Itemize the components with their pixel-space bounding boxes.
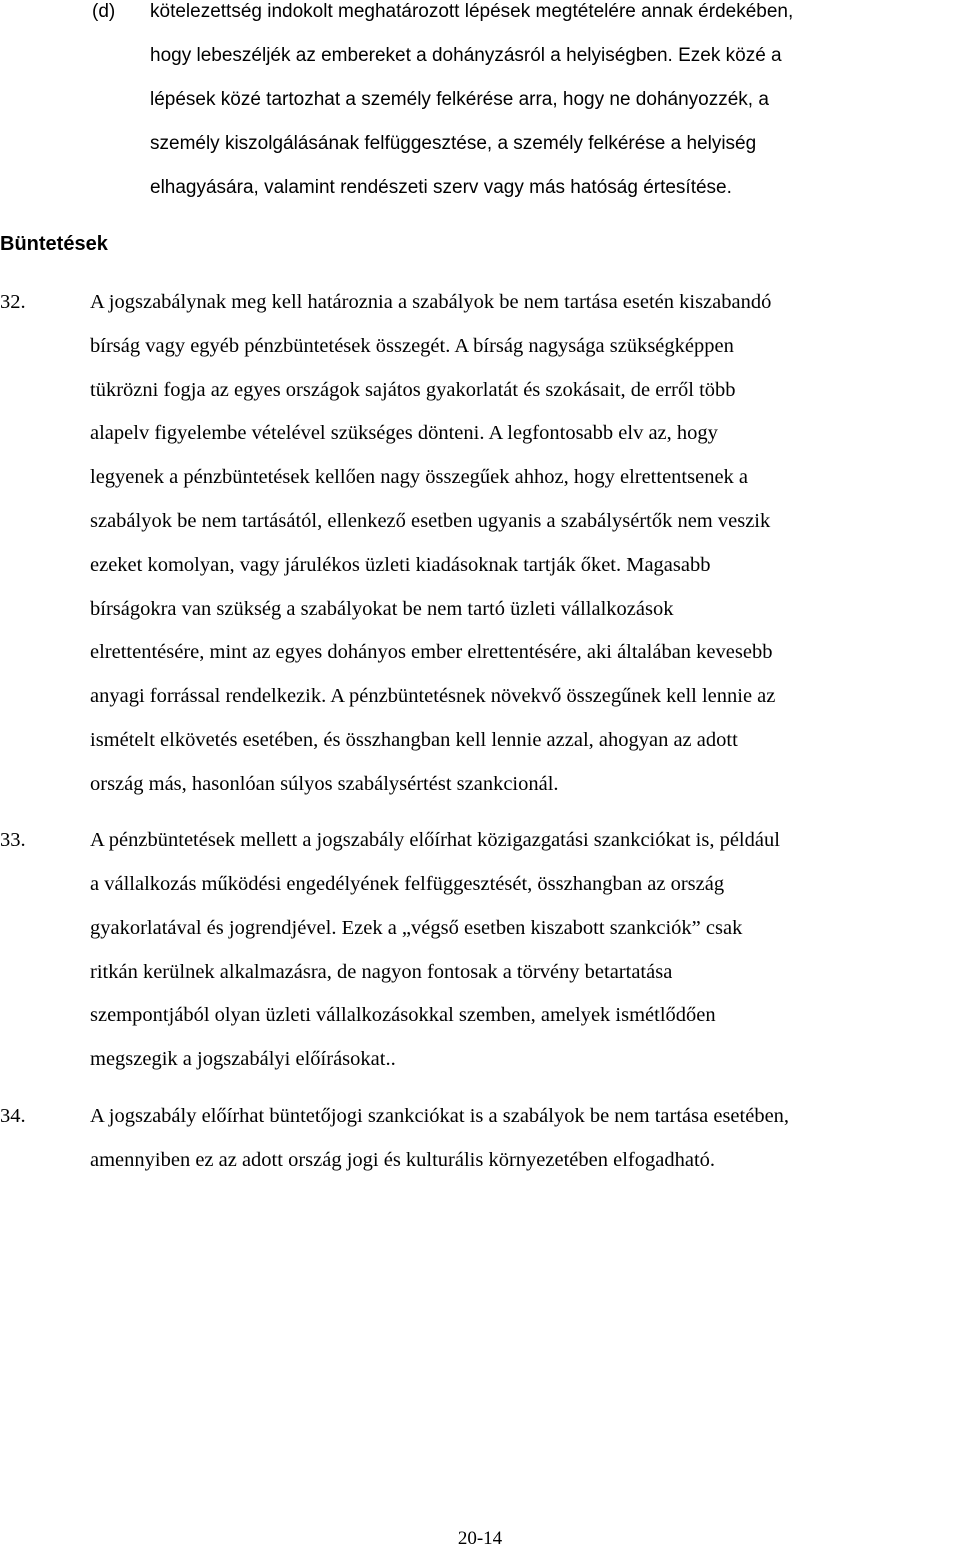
- para-32-line: ország más, hasonlóan súlyos szabálysértést szankcionál.: [90, 773, 559, 795]
- item-d-line: kötelezettség indokolt meghatározott lépések megtételére annak érdekében,: [150, 1, 794, 22]
- para-32-line: anyagi forrással rendelkezik. A pénzbüntetésnek növekvő összegűnek kell lennie az: [90, 685, 776, 707]
- para-33-line: gyakorlatával és jogrendjével. Ezek a „végső esetben kiszabott szankciók” csak: [90, 917, 743, 939]
- para-32-line: ezeket komolyan, vagy járulékos üzleti kiadásoknak tartják őket. Magasabb: [90, 554, 711, 576]
- para-32-number: 32.: [0, 291, 26, 313]
- para-32-line: elrettentésére, mint az egyes dohányos ember elrettentésére, aki általában kevesebb: [90, 641, 773, 663]
- para-32-line: A jogszabálynak meg kell határoznia a szabályok be nem tartása esetén kiszabandó: [90, 291, 772, 313]
- para-32-line: bírság vagy egyéb pénzbüntetések összegét. A bírság nagysága szükségképpen: [90, 335, 734, 357]
- item-d-marker: (d): [92, 1, 116, 22]
- para-33-line: A pénzbüntetések mellett a jogszabály előírhat közigazgatási szankciókat is, például: [90, 829, 780, 851]
- para-32-line: legyenek a pénzbüntetések kellően nagy összegűek ahhoz, hogy elrettentsenek a: [90, 466, 749, 488]
- para-34-number: 34.: [0, 1105, 26, 1127]
- item-d-line: lépések közé tartozhat a személy felkérése arra, hogy ne dohányozzék, a: [150, 89, 769, 110]
- para-32-line: bírságokra van szükség a szabályokat be nem tartó üzleti vállalkozások: [90, 598, 674, 620]
- para-33-line: a vállalkozás működési engedélyének felfüggesztését, összhangban az ország: [90, 873, 725, 895]
- para-33-line: ritkán kerülnek alkalmazásra, de nagyon fontosak a törvény betartatása: [90, 961, 673, 983]
- section-heading: Büntetések: [0, 233, 108, 255]
- para-32-line: alapelv figyelembe vételével szükséges dönteni. A legfontosabb elv az, hogy: [90, 422, 718, 444]
- item-d-line: személy kiszolgálásának felfüggesztése, a személy felkérése a helyiség: [150, 133, 757, 154]
- para-34-line: A jogszabály előírhat büntetőjogi szankciókat is a szabályok be nem tartása esetében,: [90, 1105, 790, 1127]
- page-number: 20-14: [457, 1528, 503, 1549]
- para-32-line: ismételt elkövetés esetében, és összhangban kell lennie azzal, ahogyan az adott: [90, 729, 738, 751]
- para-33-line: szempontjából olyan üzleti vállalkozásokkal szemben, amelyek ismétlődően: [90, 1004, 716, 1026]
- para-32-line: tükrözni fogja az egyes országok sajátos gyakorlatát és szokásait, de erről több: [90, 379, 736, 401]
- item-d-line: hogy lebeszéljék az embereket a dohányzásról a helyiségben. Ezek közé a: [150, 45, 782, 66]
- para-34-line: amennyiben ez az adott ország jogi és kulturális környezetében elfogadható.: [90, 1149, 716, 1171]
- item-d-line: elhagyására, valamint rendészeti szerv vagy más hatóság értesítése.: [150, 177, 732, 198]
- para-33-line: megszegik a jogszabályi előírásokat..: [90, 1048, 396, 1070]
- para-33-number: 33.: [0, 829, 26, 851]
- para-32-line: szabályok be nem tartásától, ellenkező esetben ugyanis a szabálysértők nem veszik: [90, 510, 771, 532]
